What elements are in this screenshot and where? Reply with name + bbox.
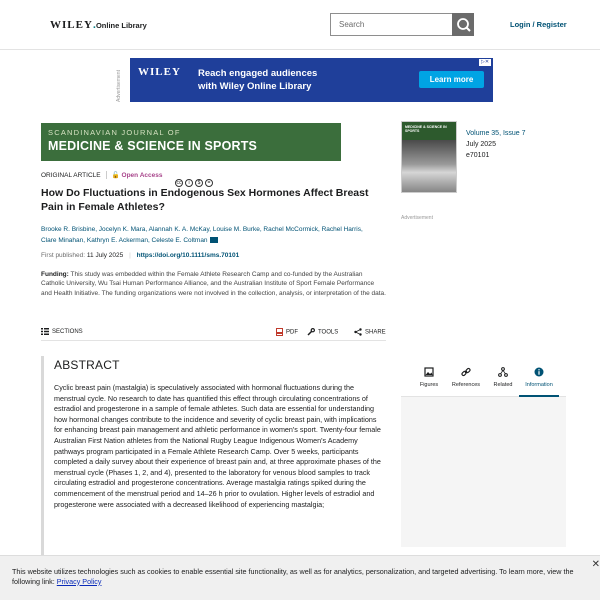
- funding-text: This study was embedded within the Female Athlete Research Camp and co-funded by the Australian Catholic University, Wu Tsai Human Performance Alliance, and the Australian Institute of Sport Female Performance and Health Initiative. The funding organizations were not involved in the collection, analysis, or interpretation of the data.: [41, 271, 386, 297]
- article-type: ORIGINAL ARTICLE: [41, 172, 101, 179]
- search-button[interactable]: [452, 13, 474, 36]
- first-published-date: 11 July 2025: [86, 252, 124, 259]
- advertisement-label: Advertisement: [116, 70, 122, 102]
- open-access-badge: [112, 172, 163, 179]
- article-number: e70101: [466, 152, 490, 159]
- funding-statement: [41, 270, 386, 298]
- journal-name-line-1: SCANDINAVIAN JOURNAL OF: [48, 128, 181, 137]
- nc-icon: $: [195, 179, 203, 187]
- journal-banner[interactable]: [41, 123, 341, 161]
- cover-photo: [402, 140, 457, 193]
- tab-figures[interactable]: [409, 367, 449, 388]
- cookie-text: This website utilizes technologies such as cookies to enable essential site functionality, as well as for analytics, personalization, and targeted advertising. To learn more, view the following link:: [12, 567, 574, 586]
- first-published-label: First published:: [41, 252, 86, 259]
- wrench-icon: [307, 328, 315, 336]
- cover-title: MEDICINE & SCIENCE IN SPORTS: [405, 125, 447, 133]
- issue-info: [466, 128, 526, 161]
- close-icon[interactable]: ✕: [591, 559, 600, 570]
- image-icon: [424, 367, 434, 377]
- share-icon: [354, 328, 362, 336]
- first-published: [41, 252, 239, 259]
- email-icon[interactable]: [210, 237, 218, 243]
- sidebar-advertisement-label: Advertisement: [401, 215, 433, 221]
- advertisement-banner[interactable]: [130, 58, 493, 102]
- article-toolbar: [41, 321, 386, 341]
- information-panel: [401, 397, 566, 547]
- issue-date: July 2025: [466, 141, 496, 148]
- tools-button[interactable]: [307, 328, 338, 336]
- pdf-button[interactable]: [276, 328, 298, 336]
- sections-button[interactable]: [41, 328, 83, 335]
- tab-related-label: Related: [493, 382, 513, 388]
- ad-line-2: with Wiley Online Library: [198, 81, 312, 92]
- sidebar-tabs: [401, 365, 566, 397]
- nd-icon: =: [205, 179, 213, 187]
- volume-issue-link[interactable]: Volume 35, Issue 7: [466, 130, 526, 137]
- ad-learn-more-button[interactable]: Learn more: [419, 71, 484, 88]
- pdf-label: PDF: [286, 329, 298, 336]
- article-title: How Do Fluctuations in Endogenous Sex Hormones Affect Breast Pain in Female Athletes?: [41, 187, 369, 213]
- sections-label: SECTIONS: [52, 329, 83, 336]
- ad-line-1: Reach engaged audiences: [198, 68, 318, 79]
- info-icon: [534, 367, 544, 377]
- cookie-message: [12, 567, 587, 586]
- list-icon: [41, 328, 49, 335]
- network-icon: [498, 367, 508, 377]
- tab-information[interactable]: [519, 367, 559, 397]
- wiley-online-library-logo[interactable]: [50, 19, 147, 31]
- search-icon: [453, 14, 475, 36]
- search-input[interactable]: Search: [330, 13, 452, 36]
- login-register-link[interactable]: Login / Register: [510, 20, 567, 29]
- meta-divider: [106, 171, 107, 179]
- tab-references-label: References: [451, 382, 481, 388]
- cookie-banner: [0, 555, 600, 600]
- author-list[interactable]: [41, 224, 371, 246]
- unlock-icon: 🔓: [111, 172, 120, 179]
- open-access-label: Open Access: [121, 172, 163, 179]
- abstract-heading: ABSTRACT: [54, 358, 120, 372]
- by-icon: i: [185, 179, 193, 187]
- tab-related[interactable]: [483, 367, 523, 388]
- ad-choices-icon[interactable]: ▷✕: [480, 59, 490, 65]
- journal-cover-image[interactable]: [401, 121, 457, 193]
- ad-message: [198, 67, 317, 93]
- doi-link[interactable]: https://doi.org/10.1111/sms.70101: [136, 252, 240, 259]
- journal-name-line-2: MEDICINE & SCIENCE IN SPORTS: [48, 139, 258, 153]
- link-icon: [461, 367, 471, 377]
- logo-dot: .: [92, 19, 96, 31]
- abstract-text: Cyclic breast pain (mastalgia) is speculatively associated with hormonal fluctuations during the menstrual cycle. No research to date has quantified this effect through circulating concentrations of estradiol and progesterone in a sample of female athletes. Such data are essential for understanding how hormonal changes contribute to the incidence and severity of cyclic breast pain, with implications for enhancing breast pain management and athletic performance in women's sport. Twenty-four female Australian First Nation athletes from the National Rugby League Indigenous Women's Academy pathways program participated in a Female Athlete Research Camp. Over 5 weeks, participants completed a daily survey about their experience of breast pain and, at three approximate phases of the menstrual cycle (Phases 1, 2, and 4), presented to the laboratory for venous blood samples to track circulating estradiol and progesterone concentrations. Average mastalgia ratings spiked during the commencement of the menstrual period and 14–26 h prior to ovulation. Higher levels of estradiol and progesterone were associated with a decreased likelihood of experiencing mastalgia;: [54, 383, 381, 509]
- logo-online-library-text: Online Library: [95, 21, 147, 30]
- ad-brand: WILEY: [138, 66, 181, 78]
- cc-icon: cc: [176, 180, 182, 186]
- tab-references[interactable]: [446, 367, 486, 388]
- tab-figures-label: Figures: [419, 382, 439, 388]
- logo-wiley-text: WILEY: [50, 19, 93, 31]
- pdf-icon: [276, 328, 283, 336]
- tools-label: TOOLS: [318, 329, 339, 336]
- site-header: [0, 0, 600, 50]
- share-button[interactable]: [354, 328, 386, 336]
- authors-text[interactable]: Brooke R. Brisbine, Jocelyn K. Mara, Alannah K. A. McKay, Louise M. Burke, Rachel McCormick, Rachel Harris, Clare Minahan, Kathryn E. Ackerman, Celeste E. Coltman: [41, 226, 363, 244]
- doi-divider: |: [129, 252, 131, 259]
- tab-information-label: Information: [525, 382, 553, 388]
- article-meta-row: [41, 171, 162, 179]
- funding-label: Funding:: [41, 271, 69, 278]
- privacy-policy-link[interactable]: Privacy Policy: [56, 576, 102, 586]
- share-label: SHARE: [365, 329, 386, 336]
- abstract-section: [41, 356, 386, 566]
